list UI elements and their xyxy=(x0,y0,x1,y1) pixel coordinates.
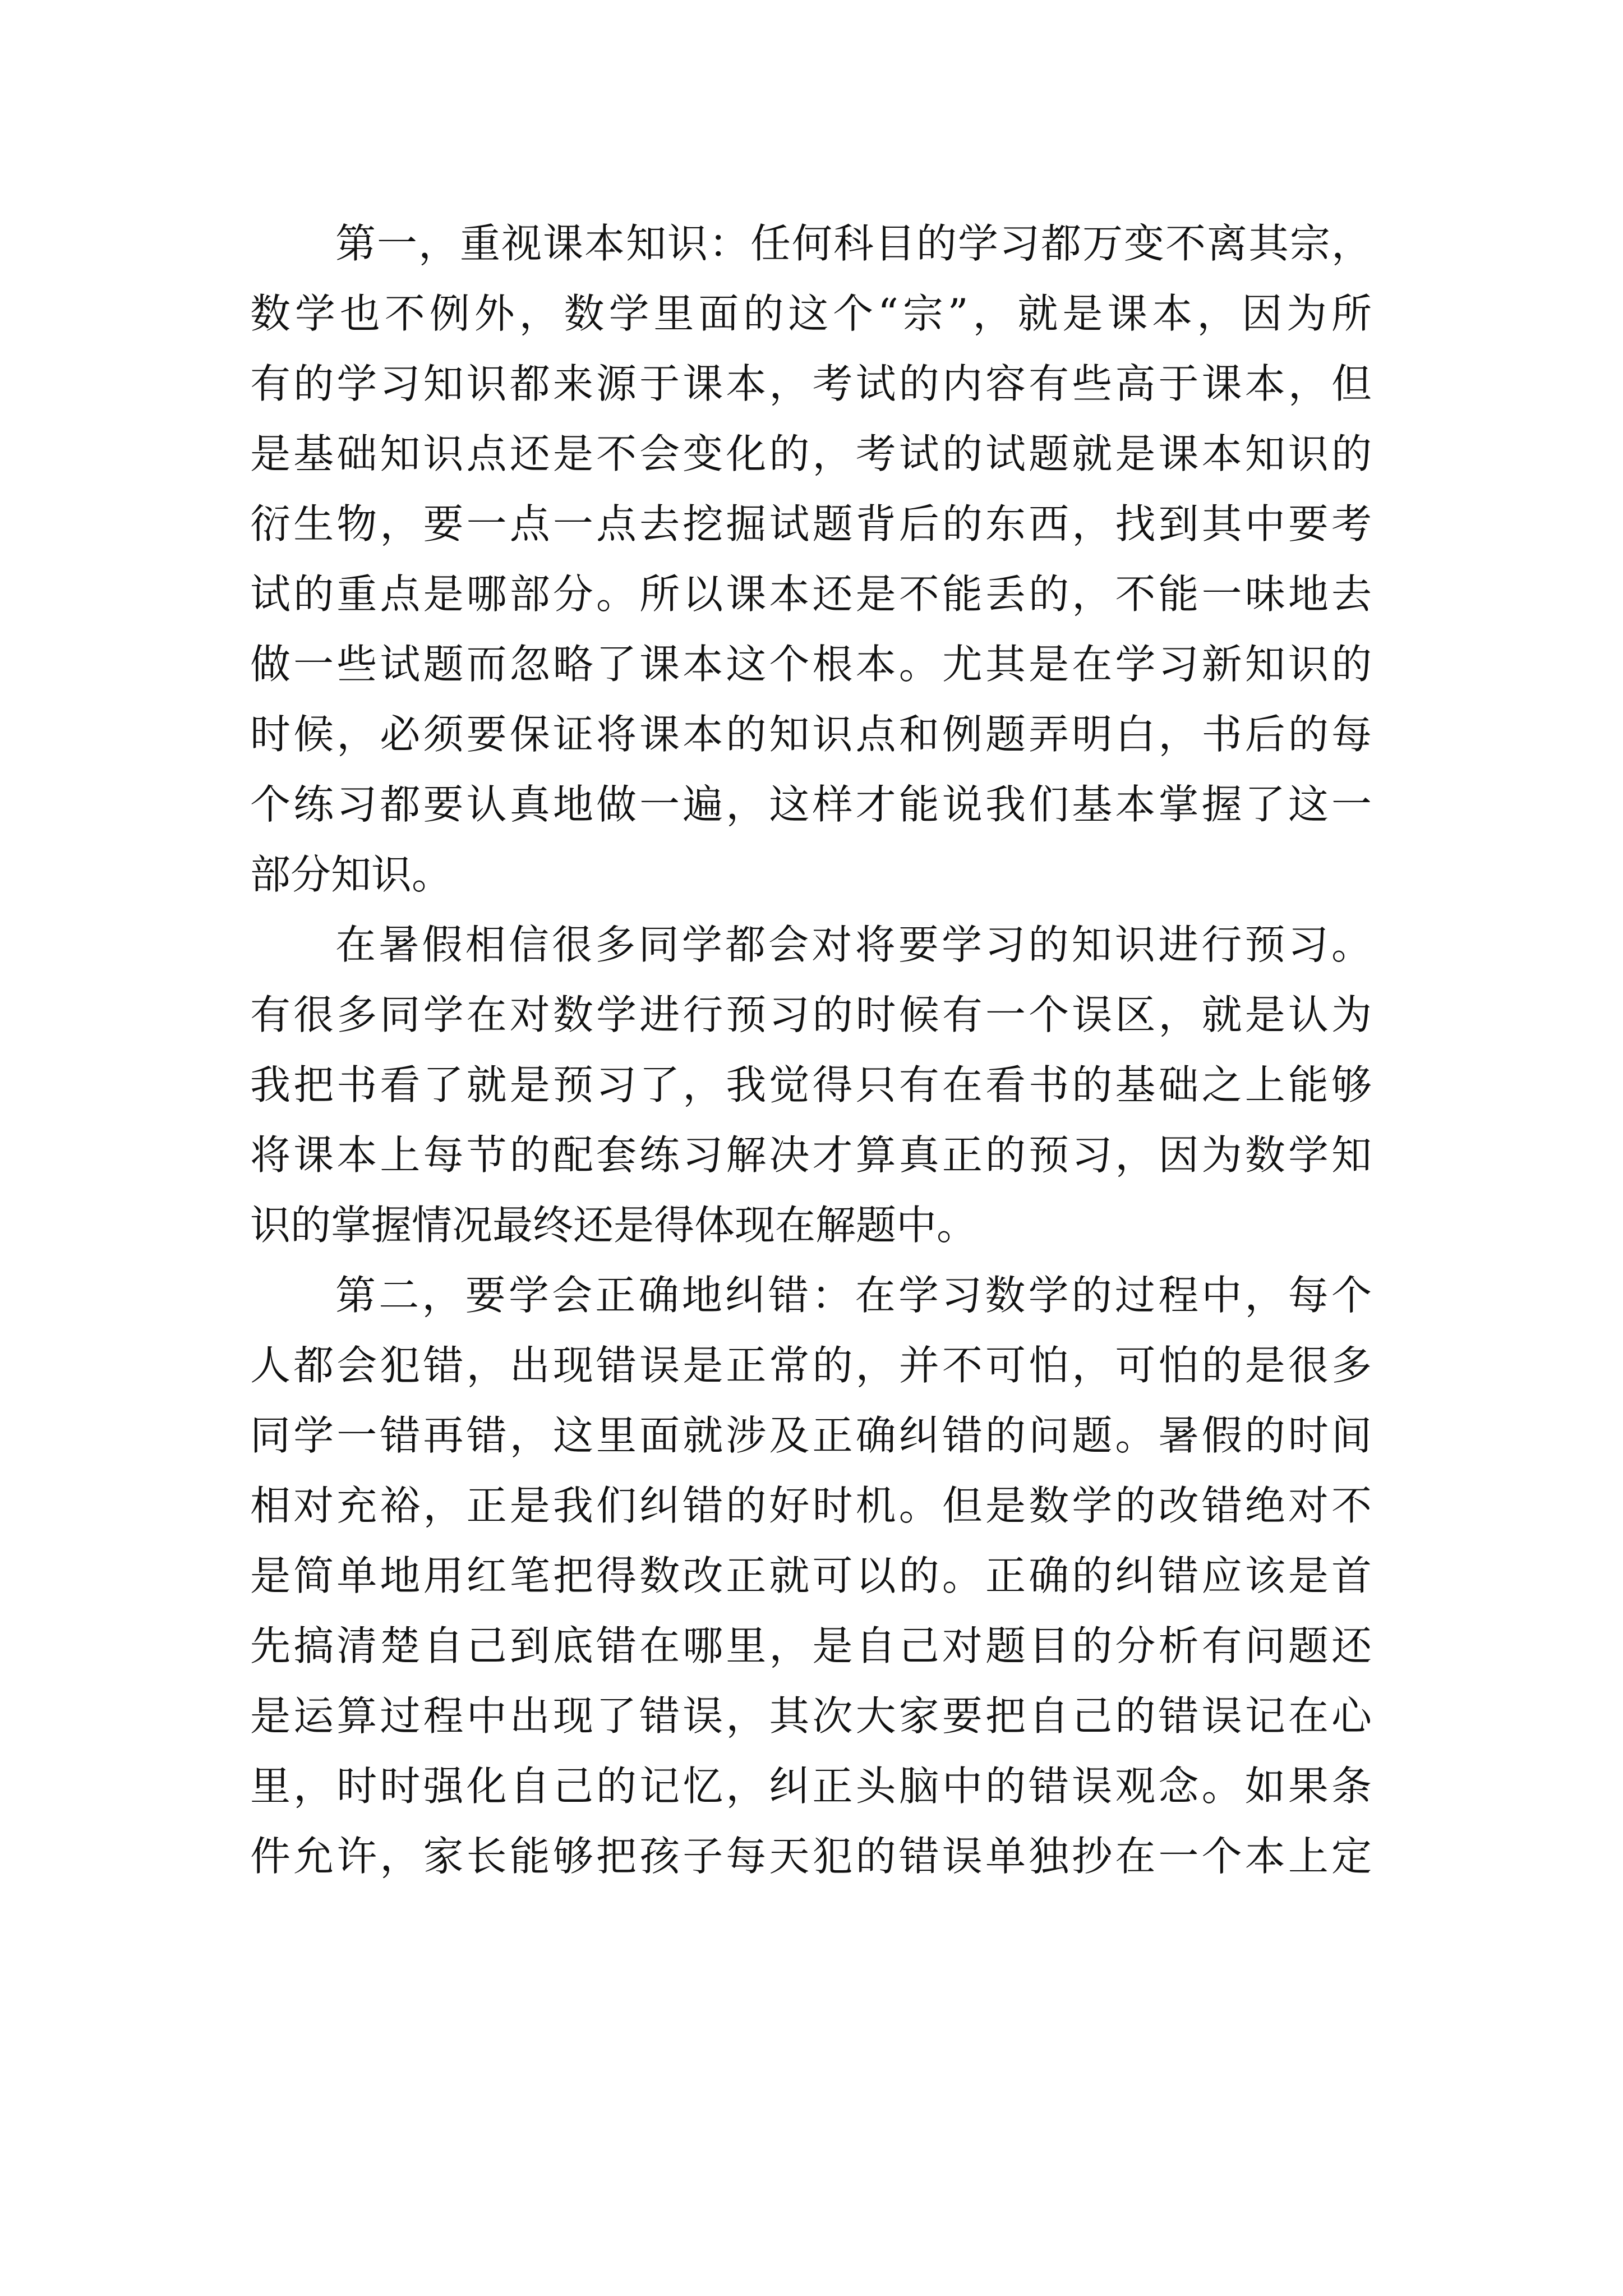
text-line: 里，时时强化自己的记忆，纠正头脑中的错误观念。如果条 xyxy=(250,1763,1372,1810)
text-line: 在暑假相信很多同学都会对将要学习的知识进行预习。 xyxy=(335,921,1372,968)
paragraph-3 xyxy=(250,1260,1372,1892)
text-line: 是基础知识点还是不会变化的，考试的试题就是课本知识的 xyxy=(250,430,1372,477)
paragraph-2 xyxy=(250,910,1372,1260)
text-line: 是简单地用红笔把得数改正就可以的。正确的纠错应该是首 xyxy=(250,1552,1372,1599)
text-line: 数学也不例外，数学里面的这个“宗”，就是课本，因为所 xyxy=(250,290,1372,337)
body-text xyxy=(250,209,1372,1892)
text-line: 有的学习知识都来源于课本，考试的内容有些高于课本，但 xyxy=(250,360,1372,407)
text-line: 部分知识。 xyxy=(250,851,453,898)
text-line: 做一些试题而忽略了课本这个根本。尤其是在学习新知识的 xyxy=(250,641,1372,688)
text-line: 我把书看了就是预习了，我觉得只有在看书的基础之上能够 xyxy=(250,1061,1372,1108)
text-line: 同学一错再错，这里面就涉及正确纠错的问题。暑假的时间 xyxy=(250,1412,1372,1459)
text-line: 第二，要学会正确地纠错：在学习数学的过程中，每个 xyxy=(335,1272,1372,1319)
text-line: 相对充裕，正是我们纠错的好时机。但是数学的改错绝对不 xyxy=(250,1482,1372,1529)
text-line: 件允许，家长能够把孩子每天犯的错误单独抄在一个本上定 xyxy=(250,1833,1372,1880)
text-line: 人都会犯错，出现错误是正常的，并不可怕，可怕的是很多 xyxy=(250,1342,1372,1389)
text-line: 将课本上每节的配套练习解决才算真正的预习，因为数学知 xyxy=(250,1131,1372,1179)
text-line: 有很多同学在对数学进行预习的时候有一个误区，就是认为 xyxy=(250,991,1372,1038)
text-line: 第一，重视课本知识：任何科目的学习都万变不离其宗， xyxy=(335,220,1372,267)
paragraph-1 xyxy=(250,209,1372,910)
text-line: 是运算过程中出现了错误，其次大家要把自己的错误记在心 xyxy=(250,1692,1372,1740)
text-line: 衍生物，要一点一点去挖掘试题背后的东西，找到其中要考 xyxy=(250,500,1372,547)
text-line: 先搞清楚自己到底错在哪里，是自己对题目的分析有问题还 xyxy=(250,1622,1372,1669)
text-line: 识的掌握情况最终还是得体现在解题中。 xyxy=(250,1202,978,1249)
text-line: 个练习都要认真地做一遍，这样才能说我们基本掌握了这一 xyxy=(250,781,1372,828)
text-line: 时候，必须要保证将课本的知识点和例题弄明白，书后的每 xyxy=(250,711,1372,758)
text-line: 试的重点是哪部分。所以课本还是不能丢的，不能一味地去 xyxy=(250,570,1372,618)
